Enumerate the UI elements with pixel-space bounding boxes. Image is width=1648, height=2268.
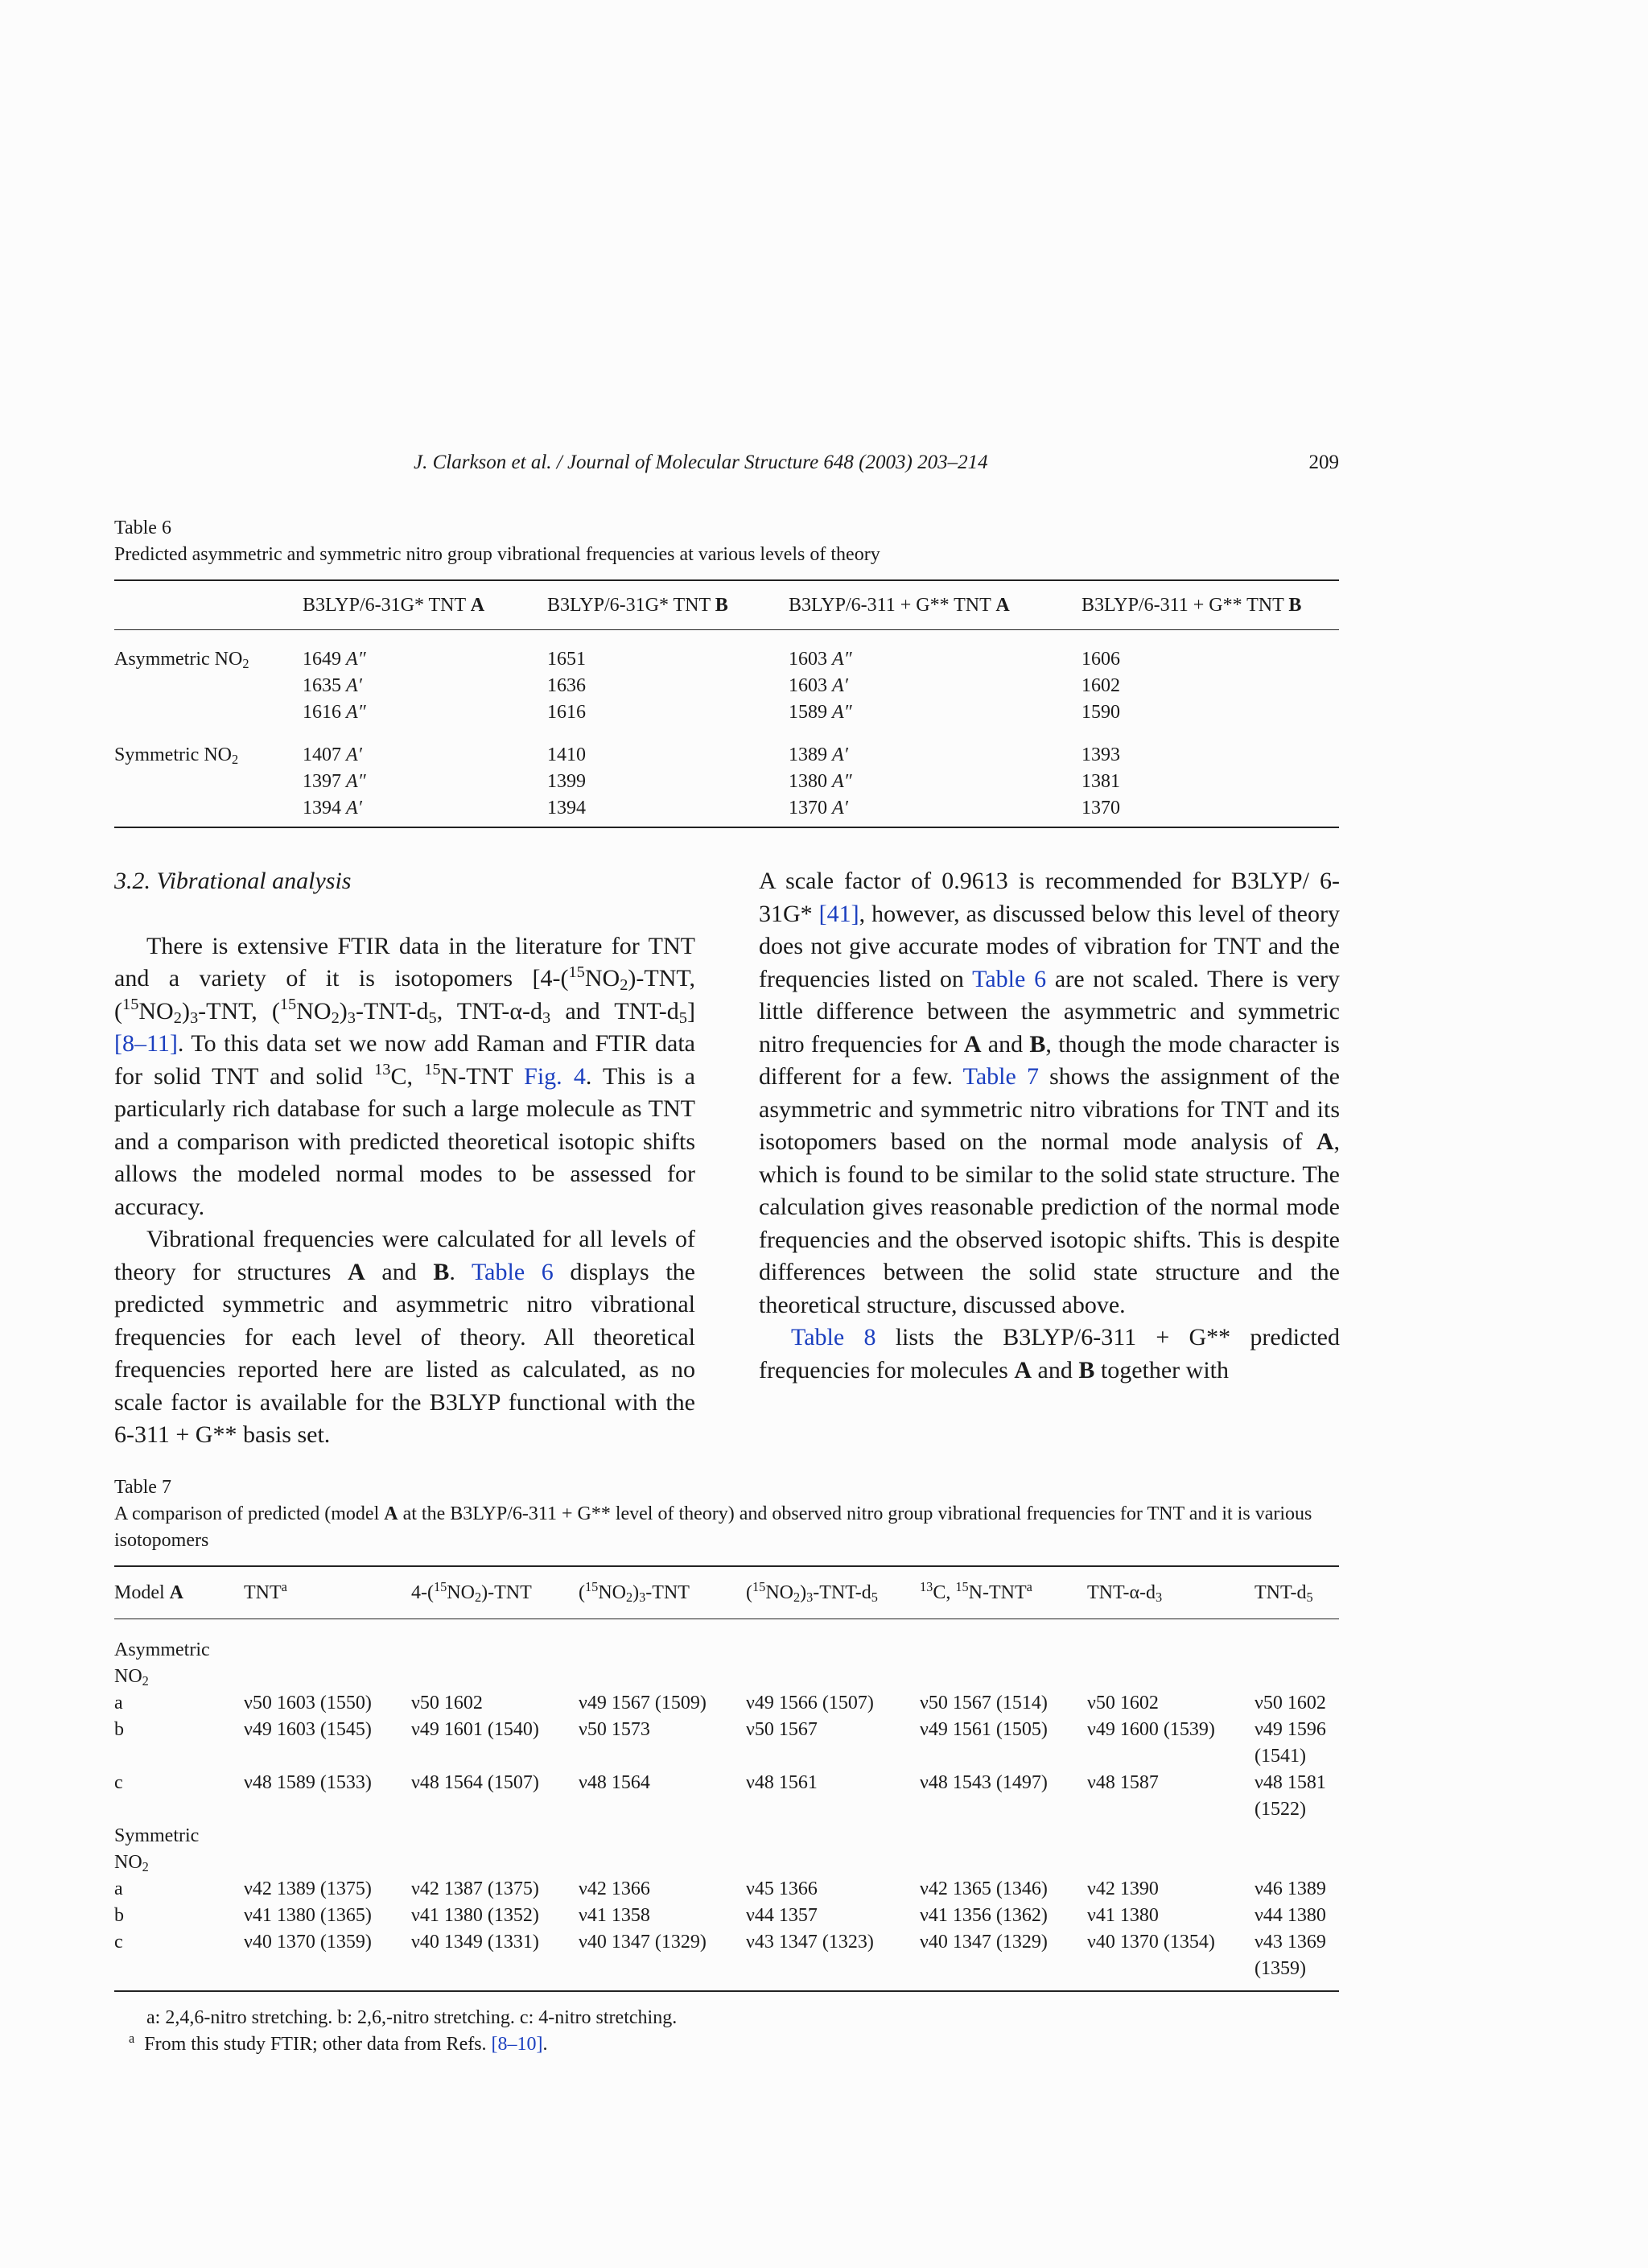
table-7-header-row: [114, 1566, 1339, 1619]
table-row: a ν42 1389 (1375) ν42 1387 (1375) ν42 1366 ν45 1366 ν42 1365 (1346) ν42 1390 ν46 1389: [114, 1878, 1326, 1899]
table-7: [114, 1474, 1339, 2058]
table-row: c ν40 1370 (1359) ν40 1349 (1331) ν40 1347 (1329) ν43 1347 (1323) ν40 1347 (1329) ν40 1370 (1354) ν43 1369 (1359): [114, 1932, 1326, 1979]
figure-link[interactable]: Fig. 4: [524, 1062, 586, 1090]
table-link[interactable]: Table 8: [791, 1324, 876, 1350]
row-group-label: Symmetric $NO_2$: [114, 744, 239, 768]
left-column: [114, 865, 695, 1452]
page-number: 209: [1308, 452, 1339, 473]
table-7-col-header: $(^{15}NO_2)_3$-TNT: [579, 1566, 746, 1619]
table-7-col-header: $(^{15}NO_2)_3-TNT-d_5$: [746, 1566, 920, 1619]
table-7-col-header: $^{13}$C, $^{15}$N-TNT$^a$: [920, 1566, 1087, 1619]
table-row: 1394 A′ 1394 1370 A′ 1370: [303, 798, 1120, 819]
running-header: [114, 452, 1339, 480]
table-7-col-header: TNT-$d_5$: [1255, 1566, 1339, 1619]
table-row: c ν48 1589 (1533) ν48 1564 (1507) ν48 1564 ν48 1561 ν48 1543 (1497) ν48 1587 ν48 1581 (1522): [114, 1772, 1326, 1820]
citation-link[interactable]: [8–10]: [491, 2034, 543, 2055]
table-6-header-row: [114, 581, 1339, 629]
table-row: b ν41 1380 (1365) ν41 1380 (1352) ν41 1358 ν44 1357 ν41 1356 (1362) ν41 1380 ν44 1380: [114, 1905, 1326, 1926]
paragraph: A scale factor of 0.9613 is recommended for B3LYP/ 6-31G* [41], however, as discussed below this level of theory does not give accurate modes of vibration for TNT and the frequencies listed on Table 6 are not scaled. There is very little difference between the asymmetric and symmetric nitro frequencies for A and B, though the mode character is different for a few. Table 7 shows the assignment of the asymmetric and symmetric nitro vibrations for TNT and its isotopomers based on the normal mode analysis of A, which is found to be similar to the solid state structure. The calculation gives reasonable prediction of the normal mode frequencies and the observed isotopic shifts. This is despite differences between the solid state structure and the theoretical structure, discussed above.: [759, 868, 1341, 1318]
journal-citation: J. Clarkson et al. / Journal of Molecular Structure 648 (2003) 203–214: [414, 452, 988, 473]
table-6-caption: Predicted asymmetric and symmetric nitro group vibrational frequencies at various levels of theory: [114, 544, 880, 565]
footnote-a: $^a$ From this study FTIR; other data from Refs. [8–10].: [129, 2031, 548, 2055]
table-row: 1397 A″ 1399 1380 A″ 1381: [303, 771, 1120, 792]
table-7-col-header: Model A: [114, 1566, 244, 1619]
table-7-col-header: TNT$^a$: [244, 1566, 411, 1619]
citation-link[interactable]: [41]: [818, 900, 859, 927]
section-title: 3.2. Vibrational analysis: [114, 868, 352, 894]
row-group-label: $NO_2$: [114, 1852, 149, 1875]
citation-link[interactable]: [8–11]: [114, 1030, 178, 1057]
table-6: [114, 515, 1339, 828]
table-row: a ν50 1603 (1550) ν50 1602 ν49 1567 (1509) ν49 1566 (1507) ν50 1567 (1514) ν50 1602 ν50 1602: [114, 1693, 1326, 1713]
table-7-footnotes: [114, 2005, 1339, 2058]
table-7-col-header: TNT-$\alpha-d_3$: [1087, 1566, 1255, 1619]
paragraph: Vibrational frequencies were calculated for all levels of theory for structures A and B. Table 6 displays the predicted symmetric and asymmetric nitro vibrational frequencies for each level of theory. All theoretical frequencies reported here are listed as calculated, as no scale factor is available for the B3LYP functional with the 6-311 + G** basis set.: [114, 1226, 695, 1448]
row-group-label: Asymmetric $NO_2$: [114, 649, 249, 672]
right-column: [759, 865, 1340, 1387]
table-6-col-header: B3LYP/6-311 + G** TNT A: [789, 594, 1010, 616]
paragraph: Table 8 lists the B3LYP/6-311 + G** predicted frequencies for molecules A and B together with: [759, 1324, 1341, 1383]
table-link[interactable]: Table 6: [972, 965, 1047, 992]
table-6-col-header: B3LYP/6-311 + G** TNT B: [1082, 594, 1302, 616]
paragraph: There is extensive FTIR data in the literature for TNT and a variety of it is isotopomers [$4-(^{15}NO_2)$-TNT, $(^{15}NO_2)_3$-TNT, $(^{15}NO_2)_3-TNT-d_5$, TNT-$\alpha-d_3$ and TNT-$d_5$] [8–11]. To this data set we now add Raman and FTIR data for solid TNT and solid $^{13}$C, $^{15}$N-TNT Fig. 4. This is a particularly rich database for such a large molecule as TNT and a comparison with predicted theoretical isotopic shifts allows the modeled normal modes to be assessed for accuracy.: [114, 932, 695, 1220]
table-row: Asymmetric $NO_2$ 1649 A″ 1651 1603 A″ 1606: [114, 646, 1339, 673]
row-group-label: $NO_2$: [114, 1666, 149, 1689]
row-group-label: Asymmetric: [114, 1639, 210, 1660]
table-7-grid: [114, 1565, 1339, 1992]
table-link[interactable]: Table 7: [962, 1063, 1039, 1090]
table-link[interactable]: Table 6: [471, 1258, 554, 1285]
table-row: 1616 A″ 1616 1589 A″ 1590: [303, 702, 1120, 723]
footnote-stretching: a: 2,4,6-nitro stretching. b: 2,6,-nitro stretching. c: 4-nitro stretching.: [146, 2007, 678, 2028]
table-6-grid: [114, 581, 1339, 828]
table-6-col-header: B3LYP/6-31G* TNT A: [303, 594, 485, 616]
table-7-label: Table 7: [114, 1477, 171, 1498]
table-row: 1635 A′ 1636 1603 A′ 1602: [303, 675, 1120, 696]
table-6-label: Table 6: [114, 518, 171, 538]
table-7-col-header: $4-(^{15}NO_2)$-TNT: [411, 1566, 579, 1619]
row-group-label: Symmetric: [114, 1825, 200, 1846]
table-row: Symmetric $NO_2$ 1407 A′ 1410 1389 A′ 1393: [114, 742, 1339, 769]
table-7-caption: A comparison of predicted (model A at the B3LYP/6-311 + G** level of theory) and observed nitro group vibrational frequencies for TNT and it is various isotopomers: [114, 1503, 1312, 1551]
table-6-col-header: B3LYP/6-31G* TNT B: [547, 594, 728, 616]
table-row: b ν49 1603 (1545) ν49 1601 (1540) ν50 1573 ν50 1567 ν49 1561 (1505) ν49 1600 (1539) ν49 1596 (1541): [114, 1719, 1326, 1767]
